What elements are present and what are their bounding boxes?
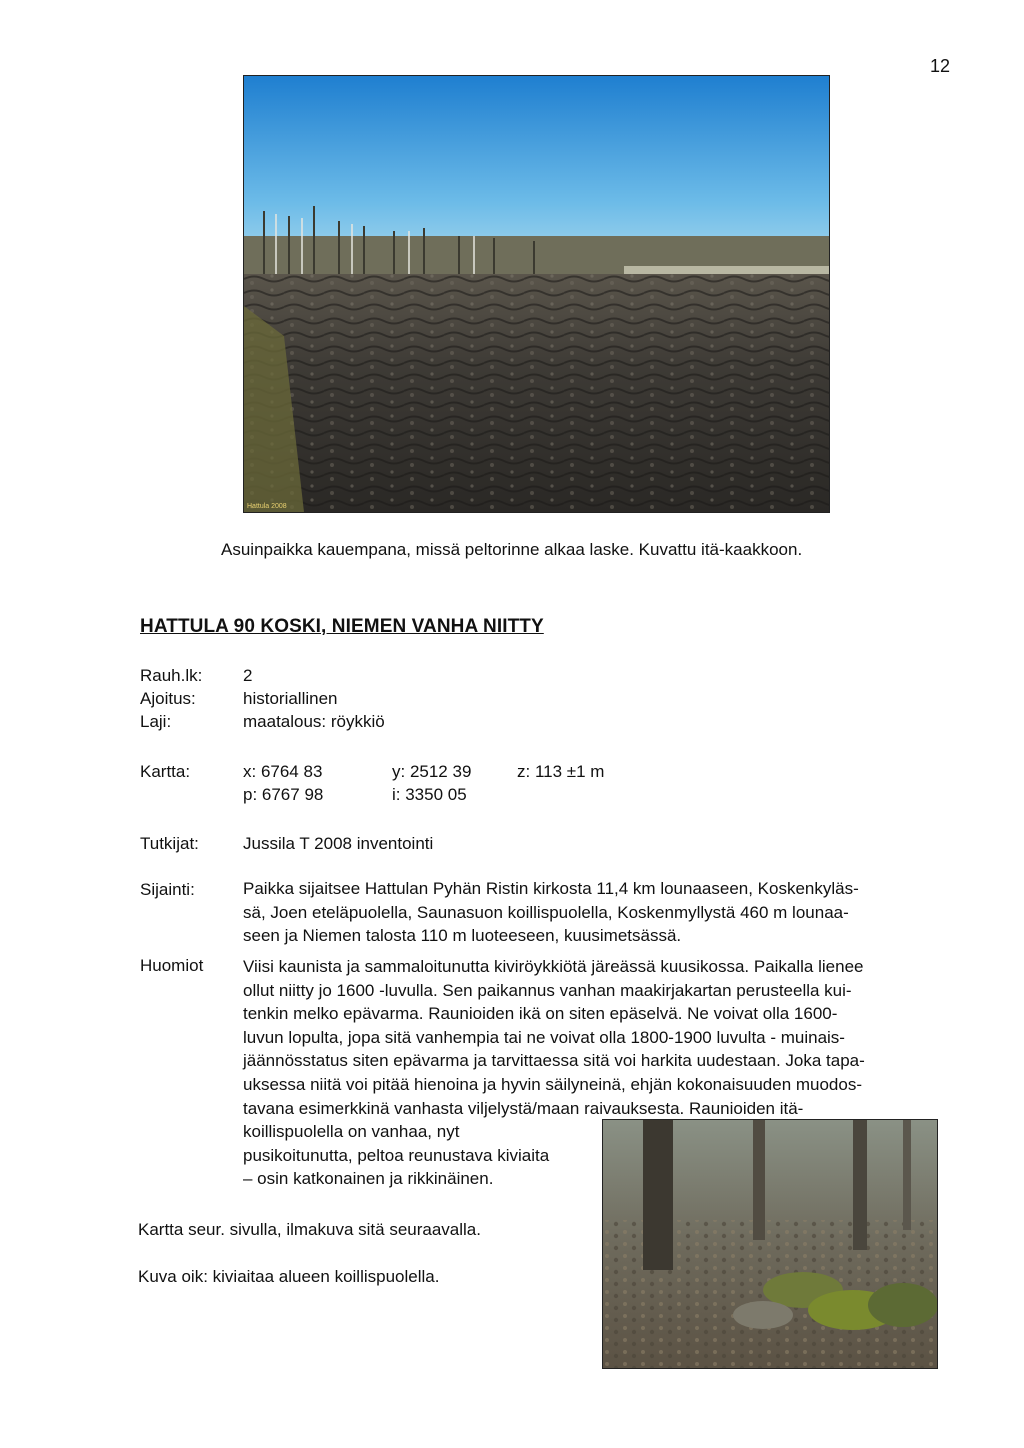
coord-i: i: 3350 05	[392, 785, 467, 804]
huomiot-text	[243, 955, 943, 1120]
tutkijat-label: Tutkijat:	[140, 834, 199, 853]
huomiot-line: tavana esimerkkinä vanhasta viljelystä/maan raivauksesta. Raunioiden itä-	[243, 1098, 804, 1118]
coord-z: z: 113 ±1 m	[517, 762, 605, 781]
sijainti-line: seen ja Niemen talosta 110 m luoteeseen, kuusimetsässä.	[243, 926, 682, 946]
huomiot-line: tenkin melko epävarma. Raunioiden ikä on siten epäselvä. Ne voivat olla 1600-	[243, 1004, 838, 1024]
rauh-lk-label: Rauh.lk:	[140, 666, 203, 685]
kartta-label: Kartta:	[140, 762, 191, 781]
huomiot-line: uksessa niitä voi pitää hienoina ja hyvin säilyneinä, ehjän kokonaisuuden muodos-	[243, 1074, 863, 1094]
sijainti-line: sä, Joen eteläpuolella, Saunasuon koillispuolella, Koskenmyllystä 460 m lounaa-	[243, 902, 849, 922]
field-photo	[243, 75, 830, 513]
site-title: HATTULA 90 KOSKI, NIEMEN VANHA NIITTY	[140, 616, 544, 637]
huomiot-line: koillispuolella on vanhaa, nyt	[243, 1122, 460, 1141]
coord-y: y: 2512 39	[392, 762, 472, 781]
huomiot-label: Huomiot	[140, 956, 204, 975]
laji-label: Laji:	[140, 712, 172, 731]
stone-wall-photo	[602, 1119, 938, 1369]
huomiot-line: – osin katkonainen ja rikkinäinen.	[243, 1169, 494, 1189]
huomiot-text-continued	[243, 1120, 588, 1191]
sijainti-label: Sijainti:	[140, 880, 195, 899]
sijainti-line: Paikka sijaitsee Hattulan Pyhän Ristin kirkosta 11,4 km lounaaseen, Koskenkyläs-	[243, 879, 859, 898]
huomiot-line: luvun lopulta, jopa sitä vanhempia tai ne voivat olla 1800-1900 luvulta - muinais-	[243, 1027, 845, 1047]
rauh-lk-value: 2	[243, 666, 253, 685]
coord-p: p: 6767 98	[243, 785, 324, 804]
laji-value: maatalous: röykkiö	[243, 712, 385, 731]
huomiot-line: jäännösstatus siten epävarma ja tarvittaessa sitä voi harkita uudestaan. Joka tapa-	[243, 1051, 865, 1071]
photo-caption: Asuinpaikka kauempana, missä peltorinne alkaa laske. Kuvattu itä-kaakkoon.	[221, 540, 803, 559]
map-note: Kartta seur. sivulla, ilmakuva sitä seuraavalla.	[138, 1220, 481, 1239]
huomiot-line: pusikoitunutta, peltoa reunustava kiviaita	[243, 1145, 550, 1165]
coord-x: x: 6764 83	[243, 762, 323, 781]
photo-watermark: Hattula 2008	[247, 503, 287, 510]
huomiot-line: Viisi kaunista ja sammaloitunutta kiviröykkiötä järeässä kuusikossa. Paikalla lienee	[243, 957, 864, 976]
sijainti-text	[243, 877, 943, 948]
photo-note: Kuva oik: kiviaitaa alueen koillispuolella.	[138, 1267, 440, 1286]
huomiot-line: ollut niitty jo 1600 -luvulla. Sen paikannus vanhan maakirjakartan perusteella kui-	[243, 980, 852, 1000]
ajoitus-value: historiallinen	[243, 689, 338, 708]
page-number: 12	[929, 56, 950, 76]
ajoitus-label: Ajoitus:	[140, 689, 196, 708]
tutkijat-value: Jussila T 2008 inventointi	[243, 834, 434, 853]
